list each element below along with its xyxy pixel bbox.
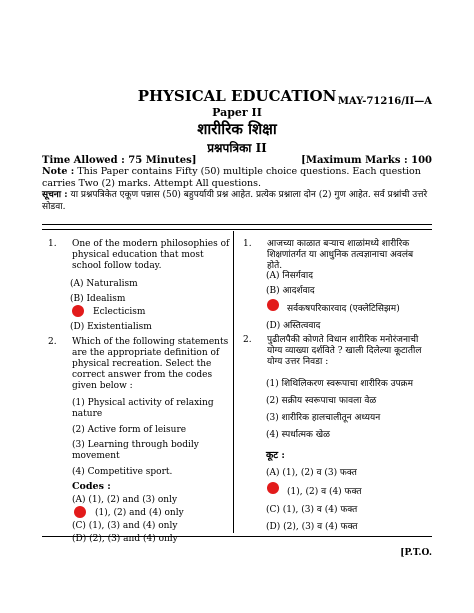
option-a[interactable]: (A) Naturalism <box>70 279 138 289</box>
suchana-label: सूचना : <box>42 190 68 200</box>
question-number: 2. <box>48 337 57 347</box>
maximum-marks: [Maximum Marks : 100 <box>301 155 432 166</box>
code-option-d[interactable]: (D) (2), (3) and (4) only <box>72 534 178 544</box>
time-allowed: Time Allowed : 75 Minutes] <box>42 155 197 166</box>
column-divider <box>233 231 234 533</box>
question-number: 1. <box>243 239 252 249</box>
option-d[interactable]: (D) Existentialism <box>70 322 152 332</box>
option-b[interactable]: (B) Idealism <box>70 294 126 304</box>
statement-3-marathi: (3) शारीरिक हालचालीतून अध्ययन <box>266 413 381 423</box>
question-text: पुढीलपैकी कोणते विधान शारीरिक मनोरंजनाची योग्य व्याख्या दर्शविते ? खाली दिलेल्या कूटातील योग्य उत्तर निवडा : <box>267 335 422 367</box>
top-divider <box>42 224 432 225</box>
option-b-marathi[interactable]: (B) आदर्शवाद <box>266 286 315 296</box>
question-number: 1. <box>48 239 57 249</box>
code-option-c-marathi[interactable]: (C) (1), (3) व (4) फक्त <box>266 505 358 515</box>
code-option-a[interactable]: (A) (1), (2) and (3) only <box>72 495 178 505</box>
codes-label: Codes : <box>72 481 111 492</box>
statement-2: (2) Active form of leisure <box>72 425 187 435</box>
statement-2-marathi: (2) सक्रीय स्वरूपाचा फावला वेळ <box>266 396 377 406</box>
option-d-marathi[interactable]: (D) अस्तित्ववाद <box>266 321 321 331</box>
statement-4: (4) Competitive sport. <box>72 467 173 477</box>
selected-answer-marker <box>267 482 279 494</box>
note <box>42 166 432 190</box>
option-c-marathi[interactable]: सर्वकषपरिकारवाद (एक्लेटिसिझम) <box>287 304 400 314</box>
note-text: This Paper contains Fifty (50) multiple choice questions. Each question carries Two (2) marks. Attempt All questions. <box>42 166 421 189</box>
paper-number: Paper II <box>212 106 262 119</box>
question-text: One of the modern philosophies of physical education that most school follow today. <box>72 239 230 271</box>
selected-answer-marker <box>74 506 86 518</box>
paper-number-marathi: प्रश्नपत्रिका II <box>207 141 267 155</box>
paper-code: MAY-71216/II—A <box>337 96 432 107</box>
selected-answer-marker <box>72 305 84 317</box>
page-title-marathi: शारीरिक शिक्षा <box>197 120 277 138</box>
page-title: PHYSICAL EDUCATION <box>137 87 337 105</box>
suchana-text: या प्रश्नपत्रिकेत एकूण पन्नास (50) बहुपर्यायी प्रश्न आहेत. प्रत्येक प्रश्नाला दोन (2) गुण आहेत. सर्व प्रश्नांची उत्तरे सोडवा. <box>42 190 428 212</box>
top-divider-2 <box>42 229 432 230</box>
question-text: आजच्या काळात बऱ्याच शाळांमध्ये शारीरिक शिक्षणांतर्गत या आधुनिक तत्वज्ञानाचा अवलंब होते. <box>267 239 414 271</box>
option-c[interactable]: Eclecticism <box>93 307 146 317</box>
note-label: Note : <box>42 166 75 177</box>
suchana <box>42 189 442 213</box>
codes-label-marathi: कूट : <box>266 450 285 461</box>
page-turn-indicator: [P.T.O. <box>400 548 432 558</box>
question-text: Which of the following statements are the appropriate definition of physical recreation. Select the correct answer from the codes given below : <box>72 337 229 391</box>
selected-answer-marker <box>267 299 279 311</box>
statement-4-marathi: (4) स्पर्धात्मक खेळ <box>266 430 330 440</box>
statement-1-marathi: (1) शिथिलिकरण स्वरूपाचा शारीरिक उपक्रम <box>266 379 413 389</box>
code-option-b[interactable]: (1), (2) and (4) only <box>95 508 184 518</box>
code-option-c[interactable]: (C) (1), (3) and (4) only <box>72 521 178 531</box>
question-number: 2. <box>243 335 252 345</box>
code-option-d-marathi[interactable]: (D) (2), (3) व (4) फक्त <box>266 522 358 532</box>
option-a-marathi[interactable]: (A) निसर्गवाद <box>266 271 313 281</box>
code-option-a-marathi[interactable]: (A) (1), (2) व (3) फक्त <box>266 468 357 478</box>
code-option-b-marathi[interactable]: (1), (2) व (4) फक्त <box>287 487 362 497</box>
